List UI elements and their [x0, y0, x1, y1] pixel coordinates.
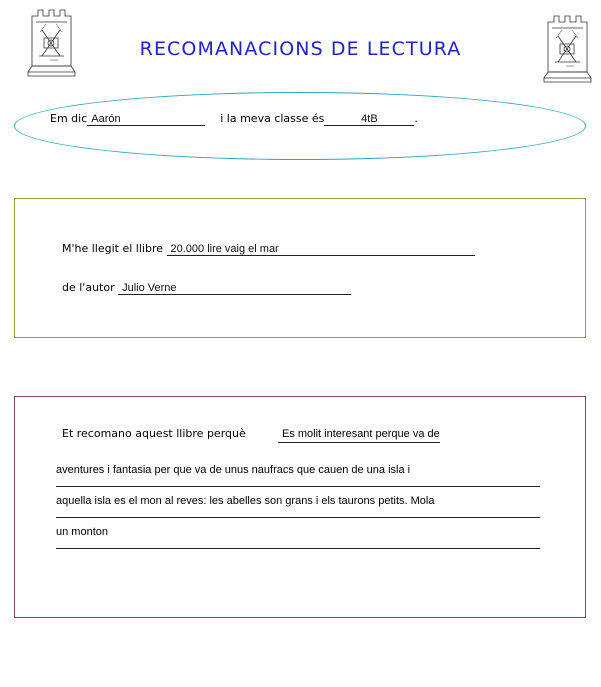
book-info-box: [14, 198, 586, 338]
identity-ellipse: [14, 92, 586, 160]
recommendation-line-2: aventures i fantasia per que va de unus naufracs que cauen de una isla i: [56, 456, 540, 487]
identity-name-label: Em dic: [50, 112, 88, 125]
identity-class-label: i la meva classe és: [220, 112, 325, 125]
recommendation-continuation[interactable]: [56, 456, 540, 549]
identity-class-value[interactable]: 4tB: [324, 113, 414, 126]
recommendation-line-4: un monton: [56, 518, 540, 549]
identity-end-punct: .: [414, 112, 418, 125]
book-author-value[interactable]: Julio Verne: [118, 282, 351, 295]
book-author-label: de l'autor: [62, 281, 115, 294]
identity-name-value[interactable]: Aarón: [87, 113, 205, 126]
identity-line: [50, 112, 550, 126]
book-author-line: [62, 281, 562, 295]
recommendation-label: Et recomano aquest llibre perquè: [62, 427, 246, 440]
recommendation-line-3: aquella isla es el mon al reves: les abelles son grans i els taurons petits. Mola: [56, 487, 540, 518]
book-title-value[interactable]: 20.000 lire vaig el mar: [167, 243, 475, 256]
recommendation-line-1-text: Es molit interesant perque va de: [278, 427, 440, 443]
book-title-line: [62, 242, 562, 256]
book-title-label: M'he llegit el llibre: [62, 242, 163, 255]
page-title: RECOMANACIONS DE LECTURA: [139, 38, 462, 60]
recommendation-line-1[interactable]: [278, 427, 540, 443]
